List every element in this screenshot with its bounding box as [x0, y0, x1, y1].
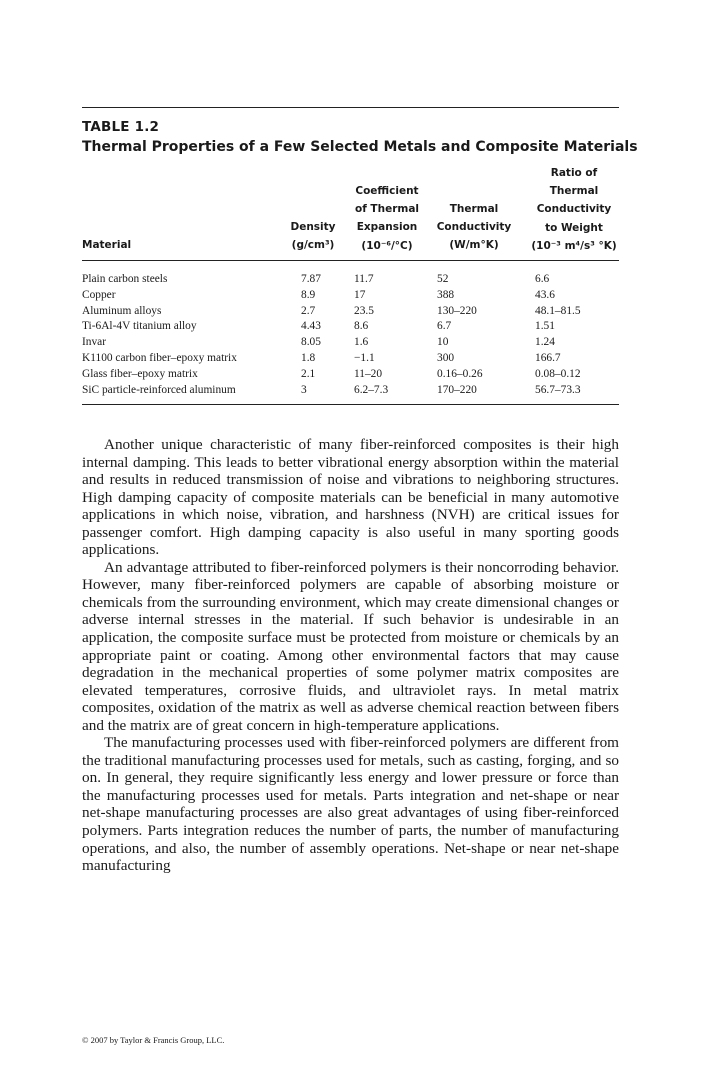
table-top-rule — [82, 107, 619, 108]
paragraph: Another unique characteristic of many fiber-reinforced composites is their high internal damping. This leads to better vibrational energy absorption within the material and results in reduced transmission of noise and vibrations to neighboring structures. High damping capacity of composite materials can be beneficial in many automotive applications in which noise, vibration, and harshness (NVH) are critical issues for passenger comfort. High damping capacity is also useful in many sporting goods applications. — [82, 436, 619, 559]
table-header-rule — [82, 260, 619, 261]
paragraph: An advantage attributed to fiber-reinforced polymers is their noncorroding behavior. However, many fiber-reinforced polymers are capable of absorbing moisture or chemicals from the surrounding environment, which may create dimensional changes or adverse internal stresses in the material. If such behavior is undesirable in an application, the composite surface must be protected from moisture or chemicals by an appropriate paint or coating. Among other environmental factors that may cause degradation in the mechanical properties of some polymer matrix composites are elevated temperatures, corrosive fluids, and ultraviolet rays. In metal matrix composites, oxidation of the matrix as well as adverse chemical reaction between fibers and the matrix are of great concern in high-temperature applications. — [82, 558, 619, 734]
header-density: Density (g/cm³) — [290, 221, 336, 252]
cell-expansion: 23.5 — [354, 304, 374, 317]
cell-conductivity: 388 — [437, 288, 455, 301]
cell-conductivity: 52 — [437, 273, 449, 285]
cell-density: 1.8 — [301, 351, 316, 364]
cell-ratio: 43.6 — [535, 288, 555, 301]
cell-ratio: 0.08–0.12 — [535, 367, 581, 380]
cell-density: 2.7 — [301, 304, 316, 317]
copyright-footer: © 2007 by Taylor & Francis Group, LLC. — [82, 1035, 225, 1045]
table-body — [82, 272, 619, 398]
cell-ratio: 1.24 — [535, 336, 555, 349]
cell-ratio: 56.7–73.3 — [535, 383, 581, 396]
cell-expansion: 6.2–7.3 — [354, 383, 389, 396]
cell-density: 3 — [301, 383, 307, 396]
cell-material: K1100 carbon fiber–epoxy matrix — [82, 351, 237, 364]
header-material: Material — [82, 239, 132, 251]
header-conductivity-to-weight: Ratio of Thermal Conductivity to Weight (10⁻³ m⁴/s³ °K) — [531, 167, 617, 252]
cell-density: 8.9 — [301, 288, 316, 301]
table-bottom-rule — [82, 404, 619, 405]
cell-conductivity: 0.16–0.26 — [437, 367, 483, 380]
table-row — [82, 367, 619, 383]
table-label: TABLE 1.2 — [82, 119, 160, 135]
table-row — [82, 288, 619, 304]
cell-material: Aluminum alloys — [82, 304, 162, 317]
header-thermal-expansion: Coefficient of Thermal Expansion (10⁻⁶/°C) — [355, 185, 419, 252]
table-row — [82, 351, 619, 367]
table-caption: Thermal Properties of a Few Selected Metals and Composite Materials — [82, 139, 638, 155]
cell-conductivity: 300 — [437, 351, 455, 364]
cell-density: 2.1 — [301, 367, 316, 380]
cell-material: Ti-6Al-4V titanium alloy — [82, 320, 197, 333]
cell-material: Invar — [82, 336, 107, 349]
cell-ratio: 1.51 — [535, 320, 555, 333]
cell-material: Copper — [82, 288, 116, 301]
header-thermal-conductivity: Thermal Conductivity (W/m°K) — [436, 203, 512, 252]
cell-expansion: 11–20 — [354, 367, 383, 380]
cell-ratio: 166.7 — [535, 351, 561, 364]
cell-material: Plain carbon steels — [82, 273, 168, 285]
table-row — [82, 383, 619, 399]
cell-ratio: 6.6 — [535, 273, 550, 285]
cell-ratio: 48.1–81.5 — [535, 304, 581, 317]
cell-material: SiC particle-reinforced aluminum — [82, 383, 236, 396]
body-text — [82, 436, 619, 875]
cell-expansion: 17 — [354, 288, 366, 301]
cell-expansion: 1.6 — [354, 336, 369, 349]
cell-density: 8.05 — [301, 336, 321, 349]
cell-conductivity: 6.7 — [437, 320, 452, 333]
cell-conductivity: 10 — [437, 336, 449, 349]
table-row — [82, 319, 619, 335]
cell-material: Glass fiber–epoxy matrix — [82, 367, 198, 380]
table-row — [82, 272, 619, 288]
cell-conductivity: 170–220 — [437, 383, 477, 396]
paragraph: The manufacturing processes used with fiber-reinforced polymers are different from the traditional manufacturing processes used for metals, such as casting, forging, and so on. In general, they require significantly less energy and lower pressure or force than the manufacturing processes used for metals. Parts integration and net-shape or near net-shape manufacturing processes are also great advantages of using fiber-reinforced polymers. Parts integration reduces the number of parts, the number of manufacturing operations, and also, the number of assembly operations. Net-shape or near net-shape manufacturing — [82, 734, 619, 875]
cell-expansion: −1.1 — [354, 351, 375, 364]
cell-conductivity: 130–220 — [437, 304, 477, 317]
cell-density: 4.43 — [301, 320, 321, 333]
table-row — [82, 304, 619, 320]
cell-expansion: 11.7 — [354, 273, 374, 285]
cell-density: 7.87 — [301, 273, 321, 285]
cell-expansion: 8.6 — [354, 320, 369, 333]
table-row — [82, 335, 619, 351]
